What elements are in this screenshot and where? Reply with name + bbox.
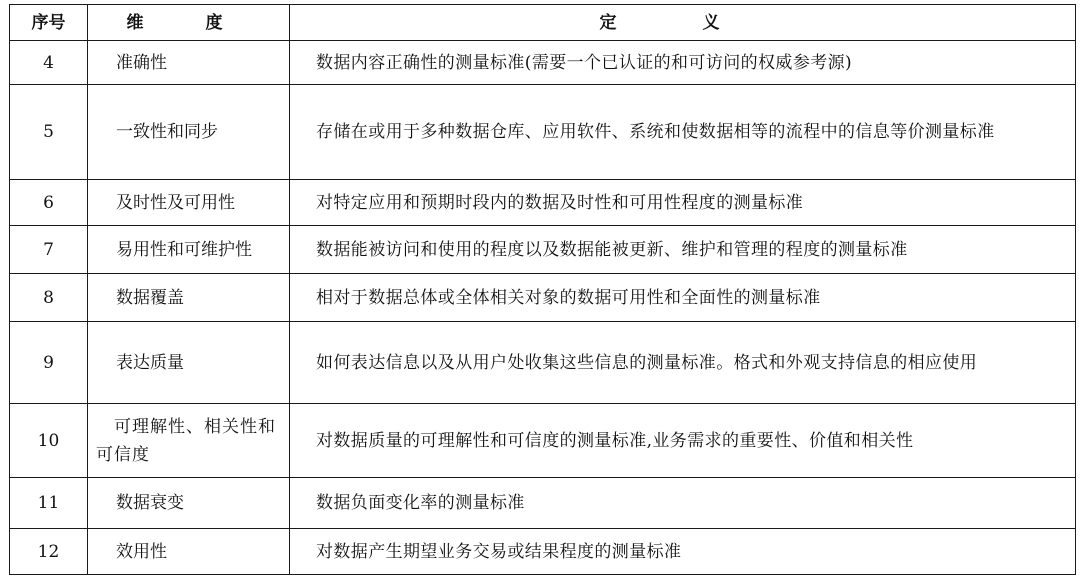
header-dimension: 维 度 <box>88 5 290 41</box>
table-header-row <box>10 5 1076 41</box>
row-num: 9 <box>10 322 88 404</box>
table-row <box>10 85 1076 180</box>
row-num: 6 <box>10 180 88 226</box>
table-row <box>10 41 1076 85</box>
row-num: 4 <box>10 41 88 85</box>
row-dimension: 数据衰变 <box>88 478 290 529</box>
table-row <box>10 180 1076 226</box>
data-quality-dimensions-table-container <box>9 4 1075 575</box>
row-dimension: 数据覆盖 <box>88 274 290 322</box>
row-definition: 对数据产生期望业务交易或结果程度的测量标准 <box>290 529 1076 575</box>
table-row <box>10 404 1076 478</box>
row-dimension: 可理解性、相关性和可信度 <box>88 404 290 478</box>
row-num: 12 <box>10 529 88 575</box>
table-row <box>10 226 1076 274</box>
row-definition: 数据能被访问和使用的程度以及数据能被更新、维护和管理的程度的测量标准 <box>290 226 1076 274</box>
row-definition: 对数据质量的可理解性和可信度的测量标准,业务需求的重要性、价值和相关性 <box>290 404 1076 478</box>
row-num: 11 <box>10 478 88 529</box>
row-dimension: 及时性及可用性 <box>88 180 290 226</box>
row-num: 7 <box>10 226 88 274</box>
header-definition: 定 义 <box>290 5 1076 41</box>
row-dimension: 表达质量 <box>88 322 290 404</box>
row-definition: 对特定应用和预期时段内的数据及时性和可用性程度的测量标准 <box>290 180 1076 226</box>
table-row <box>10 322 1076 404</box>
row-definition: 如何表达信息以及从用户处收集这些信息的测量标准。格式和外观支持信息的相应使用 <box>290 322 1076 404</box>
row-dimension: 效用性 <box>88 529 290 575</box>
row-dimension: 易用性和可维护性 <box>88 226 290 274</box>
row-definition: 存储在或用于多种数据仓库、应用软件、系统和使数据相等的流程中的信息等价测量标准 <box>290 85 1076 180</box>
table-row <box>10 274 1076 322</box>
row-definition: 相对于数据总体或全体相关对象的数据可用性和全面性的测量标准 <box>290 274 1076 322</box>
row-num: 8 <box>10 274 88 322</box>
row-dimension: 一致性和同步 <box>88 85 290 180</box>
row-definition: 数据负面变化率的测量标准 <box>290 478 1076 529</box>
table-row <box>10 529 1076 575</box>
row-definition: 数据内容正确性的测量标准(需要一个已认证的和可访问的权威参考源) <box>290 41 1076 85</box>
header-num: 序号 <box>10 5 88 41</box>
data-quality-dimensions-table <box>9 4 1076 575</box>
table-row <box>10 478 1076 529</box>
row-dimension: 准确性 <box>88 41 290 85</box>
row-num: 5 <box>10 85 88 180</box>
row-num: 10 <box>10 404 88 478</box>
